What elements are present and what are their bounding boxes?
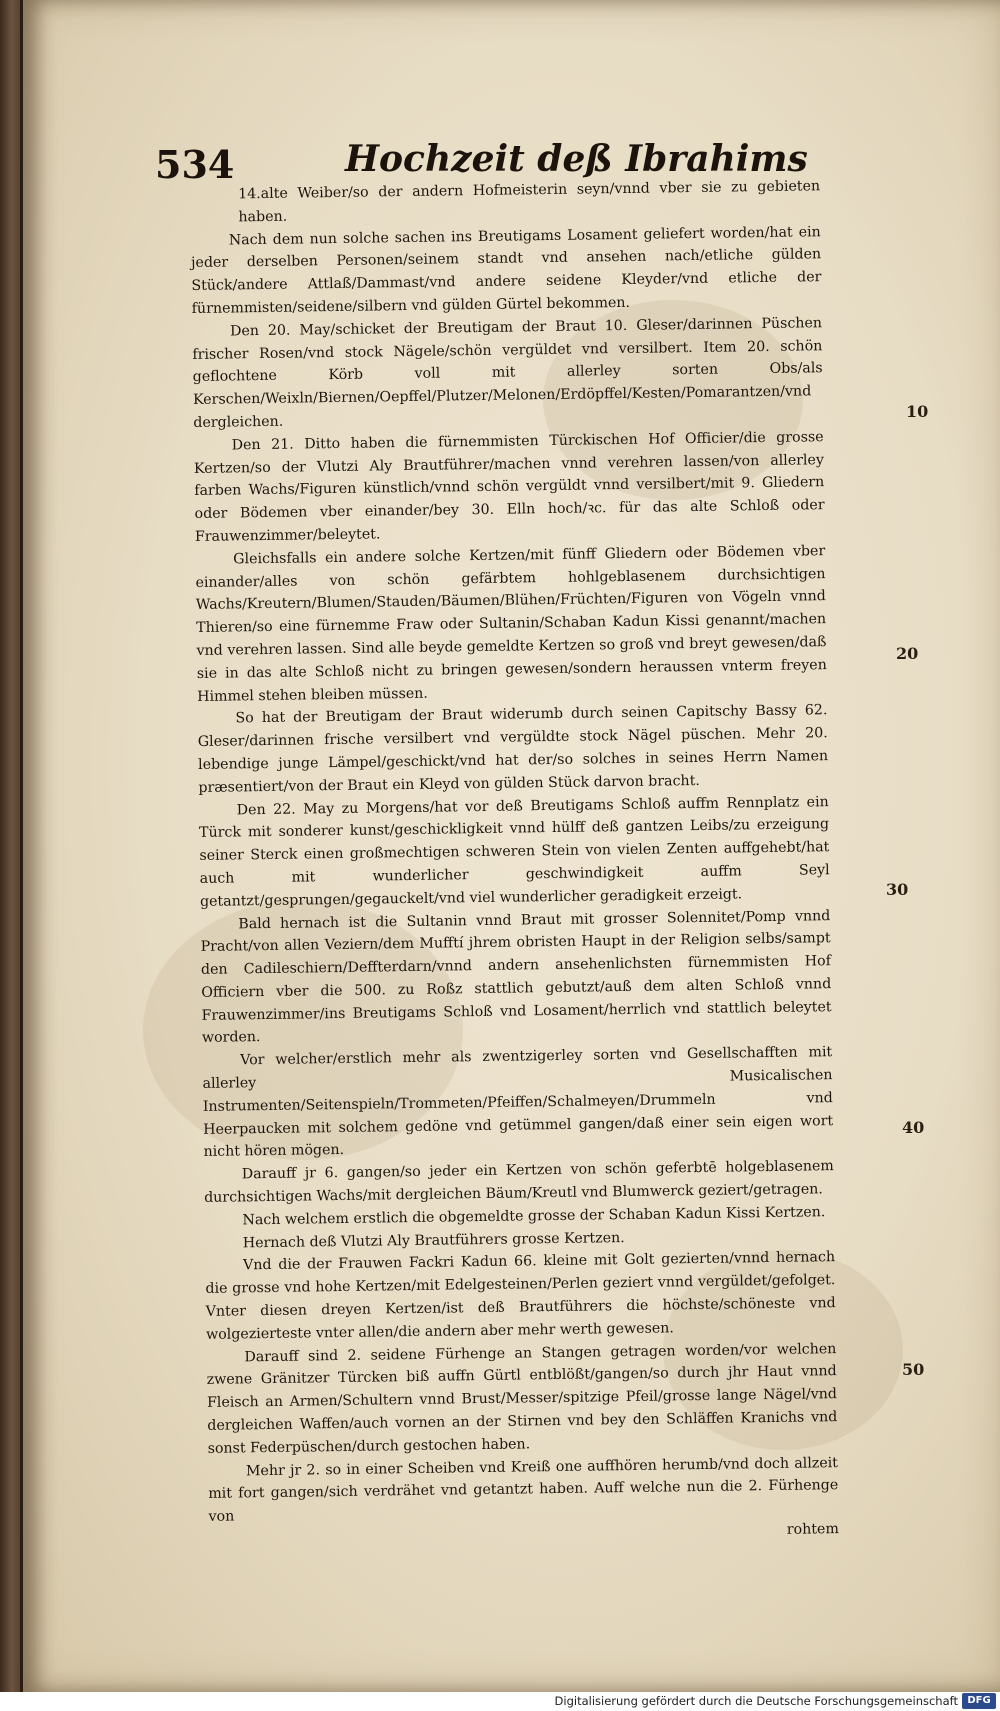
paragraph: Vnd die der Frauwen Fackri Kadun 66. kleine mit Golt gezierten/vnnd hernach die grosse vnd hohe Kertzen/mit Edelgesteinen/Perlen geziert vnnd vergüldet/gefolget. Vnter diesen dreyen Kertzen/ist deß Brautführers die höchste/schöneste vnd wolgezierteste vnter allen/die andern aber mehr werth gewesen. (205, 1249, 836, 1343)
funding-notice: Digitalisierung gefördert durch die Deutsche Forschungsgemeinschaft (554, 1694, 958, 1708)
page-number: 534 (155, 142, 235, 187)
paragraph: Darauff sind 2. seidene Fürhenge an Stangen getragen worden/vor welchen zwene Gränitzer Türcken biß auffn Gürtl entblößt/gangen/so durch jhr Haut vnnd Fleisch an Armen/Schultern vnnd Brust/Messer/spitzige Pfeil/grosse lange Nägel/vnd dergleichen Waffen/auch vornen an der Stirnen vnd bey den Schläffen Kranichs vnd sonst Federpüschen/durch gestochen haben. (206, 1340, 838, 1457)
paragraph: Darauff jr 6. gangen/so jeder ein Kertzen von schön geferbtē holgeblasenem durchsichtigen Wachs/mit dergleichen Bäum/Kreutl vnd Blumwerck geziert/getragen. (204, 1158, 834, 1206)
paragraph: Gleichsfalls ein andere solche Kertzen/mit fünff Gliedern oder Bödemen vber einander/alles von schön gefärbtem hohlgeblasenem durchsichtigen Wachs/Kreutern/Blumen/Stauden/Bäumen/Blühen/Früchten/Figuren von Vögeln vnnd Thieren/so eine fürnemme Fraw oder Sultanin/Schaban Kadun Kissi genannt/machen vnd verehren lassen. Sind alle beyde gemeldte Kertzen so groß vnd breyt gewesen/daß sie in das alte Schloß nicht zu bringen gewesen/sondern heraussen vnterm freyen Himmel stehen bleiben müssen. (195, 542, 827, 705)
paragraph: So hat der Breutigam der Braut widerumb durch seinen Capitschy Bassy 62. Gleser/darinnen frische versilbert vnd vergüldte stock Nägel püschen. Mehr 20. lebendige junge Lämpel/geschickt/vnd hat der/so solches in seines Herrn Namen præsentiert/von der Braut ein Kleyd von gülden Stück darvon bracht. (197, 702, 829, 796)
paragraph: Den 21. Ditto haben die fürnemmisten Türckischen Hof Officier/die grosse Kertzen/so der Vlutzi Aly Brautführer/machen vnnd verehren lassen/von allerley farben Wachs/Figuren künstlich/vnnd schön vergüldt vnnd versilbert/mit 9. Gliedern oder Bödemen vber einander/bey 30. Elln hoch/ꝛc. für das alte Schloß oder Frauwenzimmer/beleytet. (193, 428, 825, 545)
paragraph: Hernach deß Vlutzi Aly Brautführers grosse Kertzen. (242, 1229, 625, 1252)
paragraph: Den 20. May/schicket der Breutigam der Braut 10. Gleser/darinnen Püschen frischer Rosen/vnd stock Nägele/schön vergüldet vnd versilbert. Item 20. schön geflochtene Körb voll mit allerley sorten Obs/als Kerschen/Weixln/Biernen/Oepffel/Plutzer/Melonen/Erdöpffel/Kesten/Pomarantzen/vnd dergleichen. (192, 314, 823, 431)
paragraph: Vor welcher/erstlich mehr als zwentzigerley sorten vnd Gesellschafften mit allerley Musicalischen Instrumenten/Seitenspieln/Trommeten/Pfeiffen/Schalmeyen/Drummeln vnd Heerpaucken mit solchem gedöne vnd getümmel gangen/daß einer sein eigen wort nicht hören mögen. (202, 1044, 834, 1161)
dfg-logo-icon: DFG (962, 1693, 996, 1709)
paragraph: Mehr jr 2. so in einer Scheiben vnd Kreiß one auffhören herumb/vnd doch allzeit mit fort gangen/sich verdrähet vnd getantzt haben. Auff welche nun die 2. Fürhenge von (208, 1454, 839, 1526)
line-number-marker: 40 (902, 1118, 925, 1137)
line-number-marker: 10 (906, 402, 929, 421)
paragraph: Nach dem nun solche sachen ins Breutigams Losament geliefert worden/hat ein jeder derselben Personen/seinem standt vnd ansehen nach/etliche gülden Stück/andere Attlaß/Dammast/vnd andere seidene Kleyder/vnd etliche der fürnemmisten/seidene/silbern vnd gülden Gürtel bekommen. (190, 223, 822, 317)
paragraph: Bald hernach ist die Sultanin vnnd Braut mit grosser Solennitet/Pomp vnnd Pracht/von allen Veziern/dem Mufftí jhrem obristen Haupt in der Religion selbs/sampt den Cadileschiern/Deffterdarn/vnnd andern ansehenlichsten fürnemmisten Hof Officiern vber die 500. zu Roßz stattlich gebutzt/auß dem alten Schloß vnnd Frauwenzimmer/ins Breutigams Schloß vnd Losament/herrlich vnd stattlich beleytet worden. (200, 907, 832, 1047)
body-text (190, 175, 839, 1549)
line-number-marker: 30 (886, 880, 909, 899)
paragraph: Den 22. May zu Morgens/hat vor deß Breutigams Schloß auffm Rennplatz ein Türck mit sonderer kunst/geschickligkeit vnnd hülff deß gantzen Leibs/zu erzeigung seiner Sterck einen großmechtigen schweren Stein von vielen Zenten auffgehebt/hat auch mit wunderlicher geschwindigkeit auffm Seyl getantzt/gesprungen/gegauckelt/vnd viel wunderlicher geradigkeit erzeigt. (198, 793, 830, 910)
catchword: rohtem (786, 1521, 839, 1538)
paragraph: 14.alte Weiber/so der andern Hofmeisterin seyn/vnnd vber sie zu gebieten haben. (238, 178, 821, 226)
line-number-marker: 20 (896, 644, 919, 663)
footer-bar (0, 1692, 1000, 1711)
paragraph: Nach welchem erstlich die obgemeldte grosse der Schaban Kadun Kissi Kertzen. (242, 1204, 826, 1229)
running-title: Hochzeit deß Ibrahims (345, 138, 808, 180)
line-number-marker: 50 (902, 1360, 925, 1379)
